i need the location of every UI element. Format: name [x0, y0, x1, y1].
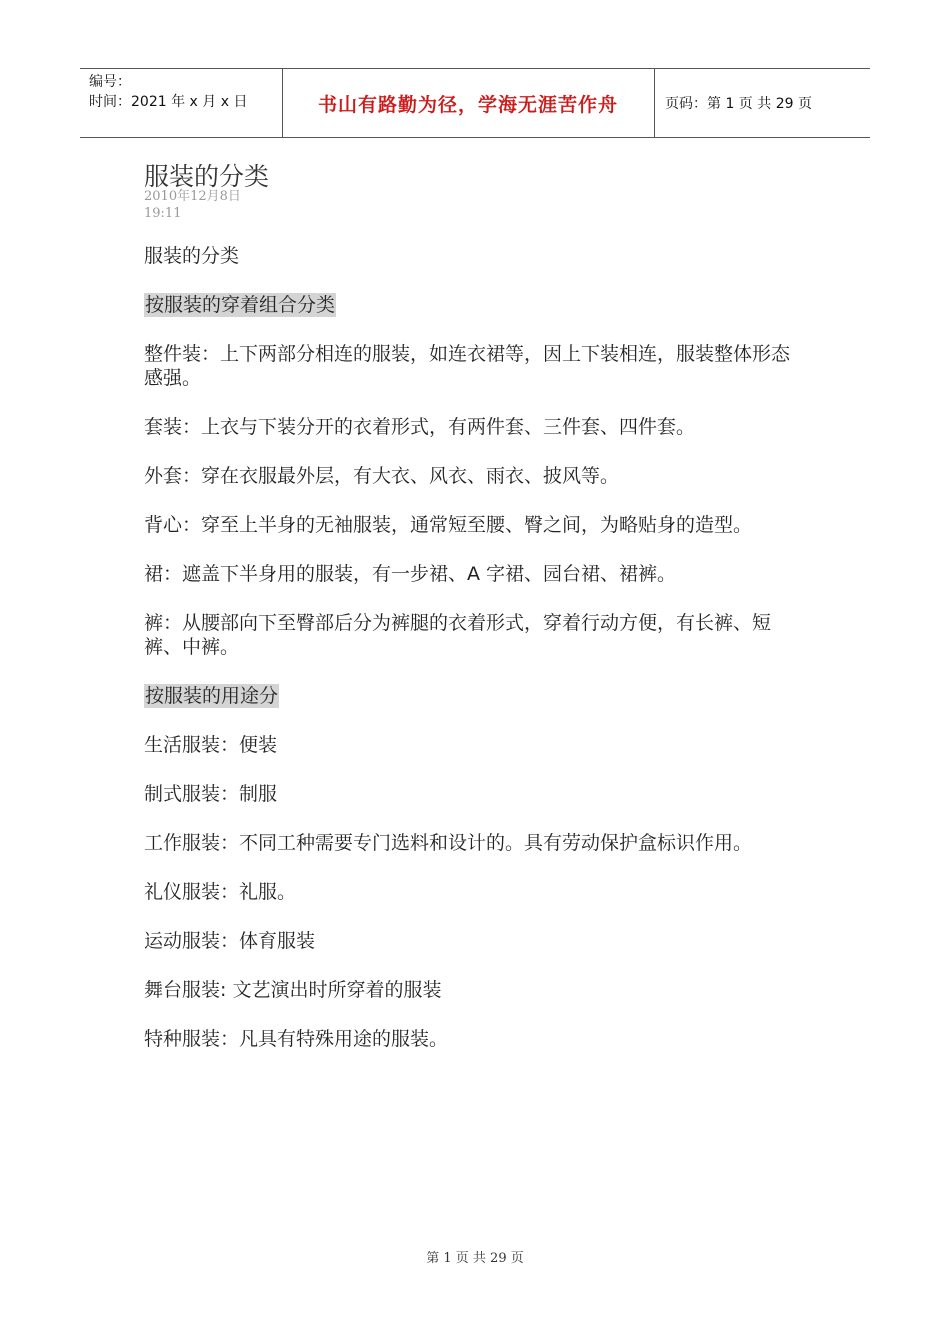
- paragraph: 制式服装：制服: [144, 783, 278, 805]
- header-time-label: 时间：2021 年 x 月 x 日: [89, 94, 248, 110]
- paragraph: 外套：穿在衣服最外层，有大衣、风衣、雨衣、披风等。: [144, 465, 620, 487]
- paragraph: 服装的分类: [144, 245, 240, 267]
- paragraph: 裤：从腰部向下至臀部后分为裤腿的衣着形式，穿着行动方便，有长裤、短裤、中裤。: [144, 612, 772, 658]
- section-heading: 按服装的穿着组合分类: [145, 294, 336, 316]
- paragraph: 礼仪服装：礼服。: [144, 881, 297, 903]
- document-date: 2010年12月8日: [144, 189, 241, 204]
- paragraph: 背心：穿至上半身的无袖服装，通常短至腰、臀之间，为略贴身的造型。: [144, 514, 753, 536]
- paragraph: 特种服装：凡具有特殊用途的服装。: [144, 1028, 449, 1050]
- document-title: 服装的分类: [144, 162, 270, 191]
- paragraph: 整件装：上下两部分相连的服装，如连衣裙等，因上下装相连，服装整体形态感强。: [144, 343, 791, 389]
- header-motto: 书山有路勤为径，学海无涯苦作舟: [317, 93, 618, 116]
- header-divider: [654, 69, 655, 137]
- section-heading-wrap: [144, 293, 799, 317]
- header-page-info: 页码：第 1 页 共 29 页: [665, 96, 812, 112]
- paragraph: 运动服装：体育服装: [144, 930, 316, 952]
- paragraph: 生活服装：便装: [144, 734, 278, 756]
- section-heading-wrap: [144, 684, 799, 708]
- document-time: 19:11: [144, 206, 182, 221]
- header-number-label: 编号：: [89, 74, 131, 90]
- paragraph: 舞台服装: 文艺演出时所穿着的服装: [144, 979, 442, 1001]
- page-header: [80, 68, 870, 138]
- paragraph: 裙：遮盖下半身用的服装，有一步裙、A 字裙、园台裙、裙裤。: [144, 563, 677, 585]
- section-heading: 按服装的用途分: [145, 685, 279, 707]
- page-footer: 第 1 页 共 29 页: [426, 1251, 524, 1266]
- header-info: [89, 72, 279, 112]
- paragraph: 工作服装：不同工种需要专门选料和设计的。具有劳动保护盒标识作用。: [144, 832, 753, 854]
- paragraph: 套装：上衣与下装分开的衣着形式，有两件套、三件套、四件套。: [144, 416, 696, 438]
- document-body: [144, 244, 799, 1076]
- document-meta: [144, 188, 241, 222]
